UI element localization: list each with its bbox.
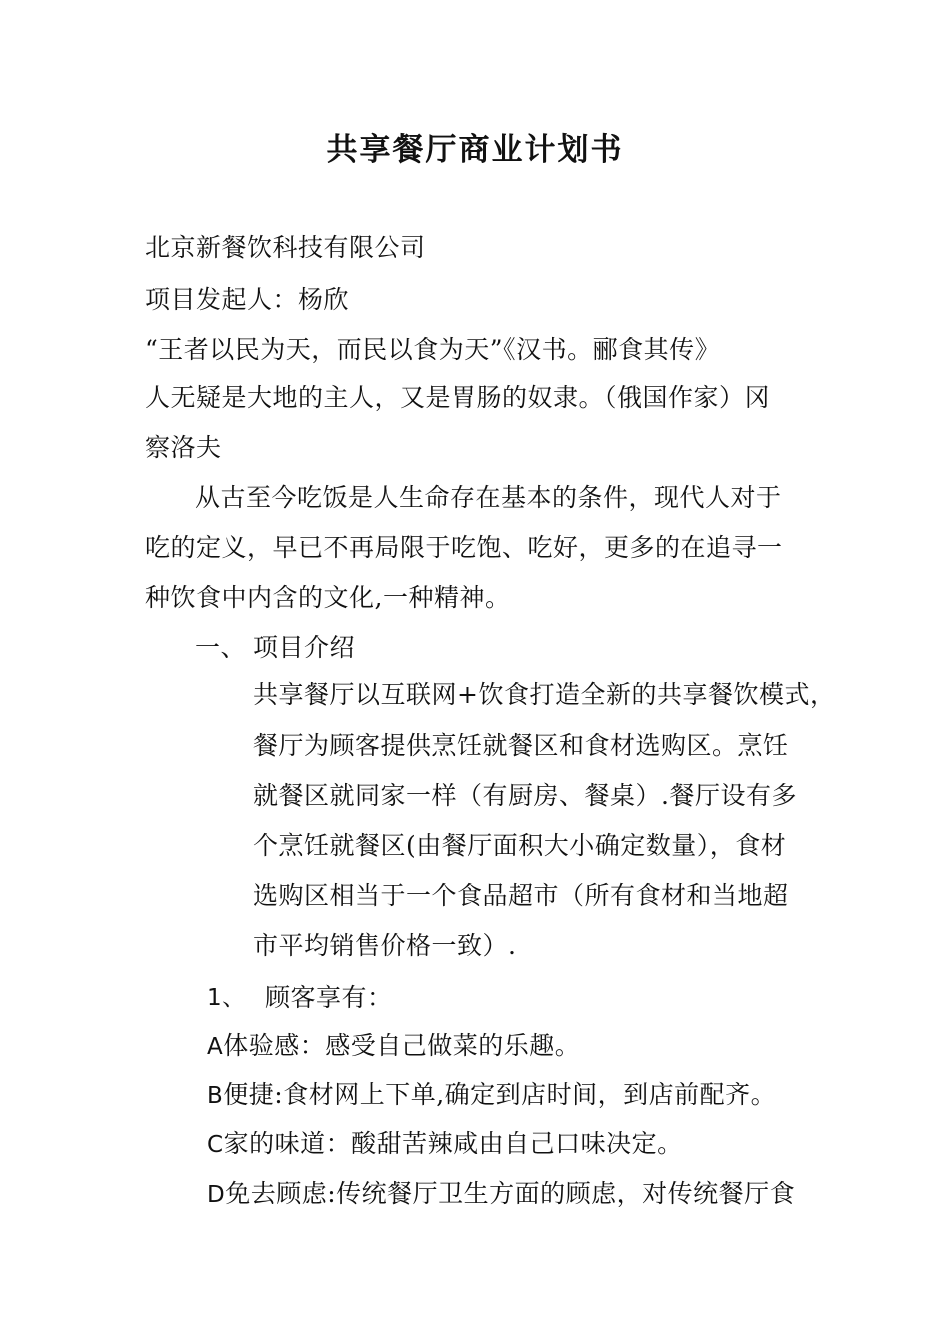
section-paragraph-line-1: 共享餐厅以互联网+饮食打造全新的共享餐饮模式， [253,680,836,709]
list-item-c [207,1129,683,1160]
intro-line-2: 吃的定义，早已不再局限于吃饱、吃好，更多的在追寻一 [145,533,783,562]
list-item-b-letter: B [207,1083,224,1109]
intro-line-1: 从古至今吃饭是人生命存在基本的条件，现代人对于 [195,483,782,512]
subsection-heading: 顾客享有： [265,983,393,1012]
section-number: 一、 [195,633,247,662]
list-item-b [207,1080,776,1111]
list-item-a-letter: A [207,1034,224,1060]
quote-hanshu: “王者以民为天，而民以食为天”《汉书。郦食其传》 [145,335,721,364]
section-paragraph-line-2: 餐厅为顾客提供烹饪就餐区和食材选购区。烹饪 [253,731,789,760]
list-item-d-letter: D [207,1182,226,1208]
subsection-number: 1、 [207,985,246,1011]
document-title: 共享餐厅商业计划书 [326,132,624,168]
project-initiator: 项目发起人：杨欣 [145,285,350,314]
company-name: 北京新餐饮科技有限公司 [145,233,426,262]
intro-line-3: 种饮食中内含的文化,一种精神。 [145,583,511,612]
list-item-d-text: 免去顾虑:传统餐厅卫生方面的顾虑，对传统餐厅食 [225,1179,796,1208]
list-item-a-text: 体验感：感受自己做菜的乐趣。 [223,1031,581,1060]
quote-goncharov-line-1: 人无疑是大地的主人，又是胃肠的奴隶。（俄国作家）冈 [145,383,771,412]
list-item-c-text: 家的味道：酸甜苦辣咸由自己口味决定。 [223,1129,683,1158]
quote-goncharov-line-2: 察洛夫 [145,433,222,462]
list-item-b-text: 便捷:食材网上下单,确定到店时间，到店前配齐。 [223,1080,777,1109]
section-paragraph-line-4: 个烹饪就餐区(由餐厅面积大小确定数量），食材 [253,831,787,860]
list-item-c-letter: C [207,1132,224,1158]
section-paragraph-line-5: 选购区相当于一个食品超市（所有食材和当地超 [253,881,789,910]
list-item-d [207,1179,795,1210]
section-paragraph-line-3: 就餐区就同家一样（有厨房、餐桌）.餐厅设有多 [253,781,797,810]
section-paragraph-line-6: 市平均销售价格一致）. [253,931,517,960]
list-item-a [207,1031,580,1062]
section-heading: 项目介绍 [253,633,356,662]
